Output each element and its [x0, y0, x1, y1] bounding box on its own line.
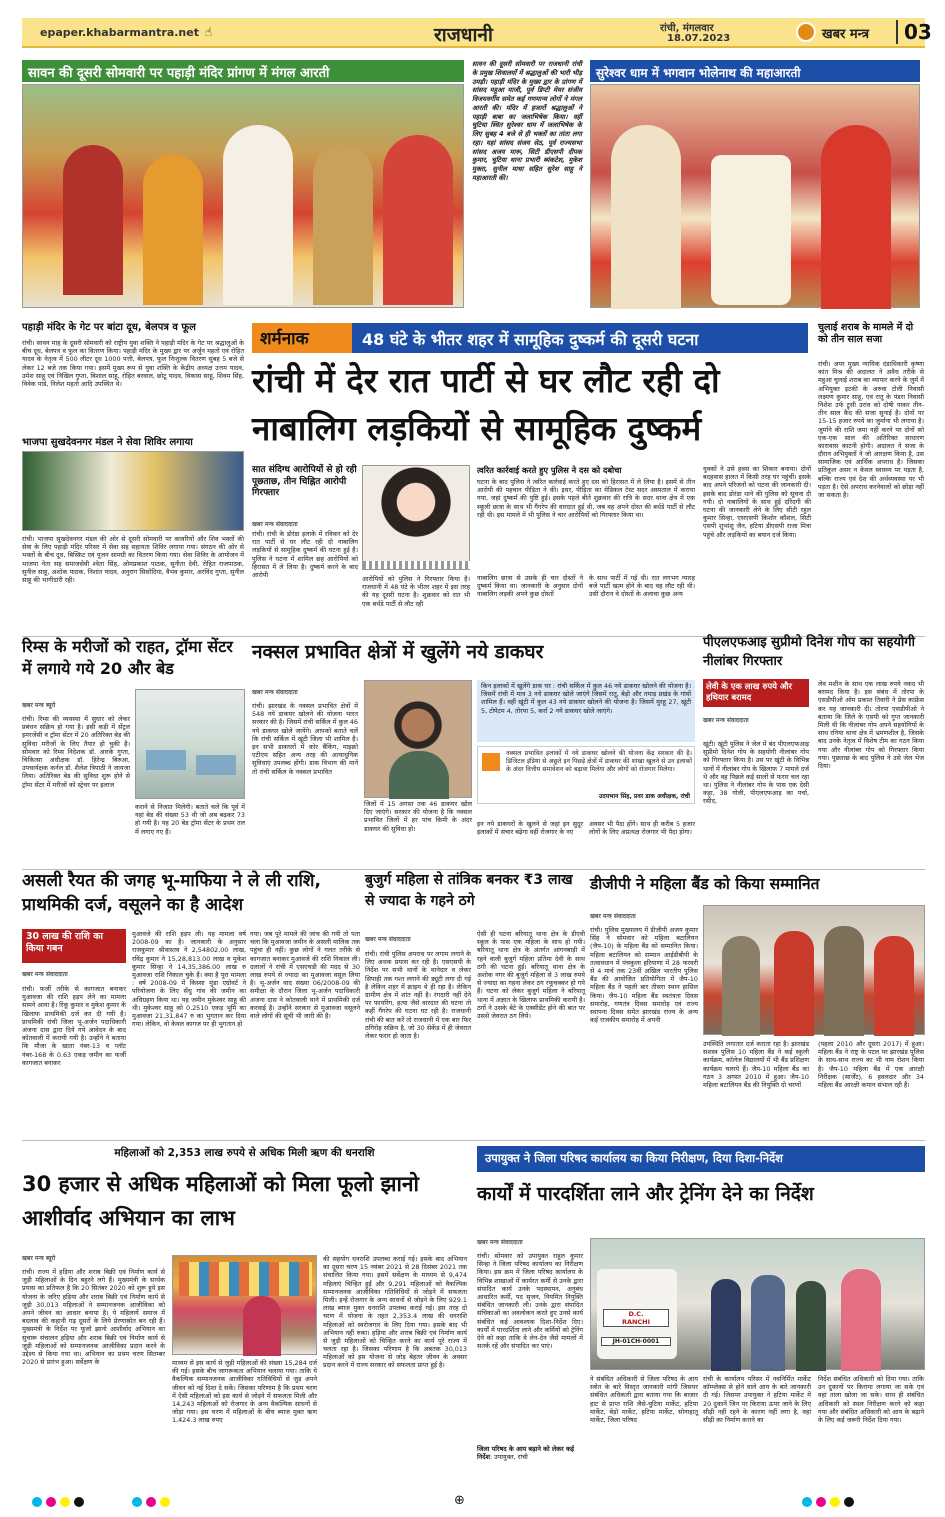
liquor-headline: चुलाई शराब के मामले में दो को तीन साल सजा [818, 322, 914, 345]
main-col-1: रांची। रांची के डोरंडा इलाके में रविवार को देर रात पार्टी से घर लौट रही दो नाबालिग लड़कियों से सामूहिक दुष्कर्म की घटना हुई है। पुलिस ने घटना में शामिल छह आरोपियों को हिरासत में ले लिया है। दुष्कर्म करने के बाद आरोपी [252, 530, 358, 579]
loan-byline: खबर मन्त्र ब्यूरो [22, 1255, 56, 1262]
main-band: 48 घंटे के भीतर शहर में सामूहिक दुष्कर्म की दूसरी घटना [352, 323, 808, 353]
date: 18.07.2023 [667, 33, 731, 44]
loan-headline: 30 हजार से अधिक महिलाओं को मिला फूलो झानो आशीर्वाद अभियान का लाभ [22, 1172, 419, 1230]
plfi-story-2: लेव मशीन के साथ एक लाख रुपये नकद भी बरामद किया है। इस संबंध में तोरपा के एसडीपीओ ओम प्रकाश तिवारी ने प्रेस कांफ्रेंस कर यह जानकारी दी। तोरपा एसडीपीओ ने बताया कि जिले के एसपी को गुप्त जानकारी मिली थी कि नीलांबर गोप अपने सहयोगियों के साथ रनिया थाना क्षेत्र में भ्रमणशील है, जिसके बाद उनके नेतृत्व में विशेष टीम का गठन किया गया और नीलांबर गोप को गिरफ्तार किया गया। पूछताछ के बाद पुलिस ने उसे जेल भेज दिया। [818, 680, 924, 770]
dgp-story-1: रांची। पुलिस मुख्यालय में डीजीपी अजय कुमार सिंह ने सोमवार को महिला बटालियन (जैप-10) के महिला बैंड को सम्मानित किया। महिला बटालियन को सम्मान आईडीबीपी के तत्वावधान में पंचकुला हरियाणा में 28 फरवरी से 4 मार्च तक 23वीं अखिल भारतीय पुलिस बैंड की आयोजित प्रतियोगिता में जैप-10 महिला बैंड ने पहली बार तीसरा स्थान हासिल किया। जैप-10 महिला बैंड स्वतंत्रता दिवस समारोह, गणतंत्र दिवस समारोह एवं राज्य स्थापना दिवस समेत झारखंड राज्य के अन्य कई राजकीय समारोह में अपनी [590, 926, 698, 1025]
loan-col-2: माध्यम से इस कार्य से जुड़ी महिलाओं की संख्या 15,284 दर्ज की गई। इसके बीच जागरूकता अभियान चलाया गया। ताकि ये वैकल्पिक सम्मानजनक आजीविका गतिविधियों से जुड़ अपने जीवन को नई दिशा दे सकें। जिसका परिणाम है कि प्रथम चरण में ऐसी महिलाओं को इस कार्य से जोड़ने में सफलता मिली और 14,243 महिलाओं को रोजगार के अन्य वैकल्पिक साधनों से जोड़ा गया। इस चरण में महिलाओं के बीच ब्याज मुक्त ऋण 1,424.3 लाख रुपए [172, 1359, 317, 1425]
dc-col-4: निर्देश संबंधित अधिकारी को दिया गया। ताकि उन दुकानों पर किराया लगाया जा सके एवं वहां ताला खोला जा सके। साथ ही संबंधित अधिकारी को स्थल निरीक्षण करने को कहा गया और संबंधित अधिकारी को आय के बढ़ाने के लिए कई जरूरी निर्देश दिया गया। [818, 1375, 924, 1424]
tantrik-col-2: ऐसी ही घटना बरियातू थाना क्षेत्र के डीएवी स्कूल के पास एक महिला के साथ हो गयी। बरियातू थाना क्षेत्र के अंतर्गत आंगनबाड़ी में रहने वाली बुजुर्ग महिला प्रतिमा देवी के साथ ठगी की घटना हुई। बरियातू थाना क्षेत्र के अशोक नगर की बुजुर्ग महिला से 3 लाख रुपये से ज्यादा का गहना लेकर ठग रफूचक्कर हो गये हैं। घटना को लेकर बुजुर्ग महिला ने बरियातू थाना में अज्ञात के खिलाफ प्राथमिकी करायी है। ठगों ने उसके बेटे के एक्सीडेंट होने की बात पर उससे जेवरात ठग लिये। [477, 930, 585, 1020]
land-col-2: मुआवजे की राशि हड़प ली। यह मामला वर्ष 2008-09 का है। जानकारी के अनुसार राजकुमार श्रीवास्तव ने 2,54802.00 लाख, रविंद्र कुमार ने 15,28,813.00 लाख व मुकेश कुमार सिन्हा ने 14,35,386.00 लाख रु मुआवजा राशि निकाल चुके हैं। क्या है पूरा मामला : वर्ष 2008-09 में किस्सा मुंडा एग्रोवर्ट ने परियोजना के लिए सेंधु गांव की जमीन का अधिग्रहण किया था। यह जमीन मुकेश्वर साहू की थी। मुकेश्वर साहू को 0.2510 एकड़ भूमि का मुआवजा 21,31,847 रु का भुगतान कर दिया गया। लेकिन, वो केवल कागज पर ही भुगतान हो [132, 930, 246, 1029]
land-col-1: रांची। फर्जी तरीके से कागजात बनाकर मुआवजा की राशि हड़प लेने का मामला सामने आया है। रिंकू कुमार व मुकेश कुमार के खिलाफ प्राथमिकी दर्ज कर दी गयी है। प्राथमिकी रांची जिला भू-अर्जन पदाधिकारी अंजना दास द्वारा दिये गये आवेदन के बाद कोतवाली में करायी गयी है। उन्होंने ने बताया कि मौजा के खाता नंबर-13 व प्लॉट नंबर-168 के 0.63 एकड़ जमीन का फर्जी कागजात बनाकर [22, 985, 127, 1067]
registration-marks [22, 1494, 925, 1508]
rims-byline: खबर मन्त्र ब्यूरो [22, 702, 56, 709]
tag-shameful: शर्मनाक [252, 323, 352, 353]
main-col-3: घटना के बाद पुलिस ने त्वरित कार्रवाई करते हुए दस को हिरासत में ले लिया है। इसमें से तीन आरोपी की पहचान पीड़िता ने की। इधर, पीड़िता का मेडिकल टेस्ट सदर अस्पताल में कराया गया, जहां दुष्कर्म की पुष्टि हुई। इसके पहले बीते शुक्रवार की रात्रि के सदर थाना क्षेत्र में एक स्कूली छात्रा के साथ भी गैंगरेप की वारदात हुई थी, जब वह अपने दोस्त की बर्थडे पार्टी से लौट रही थी। इस मामले में भी पुलिस ने चार आरोपियों को गिरफ्तार किया था। [477, 478, 695, 519]
main-bold-sub: त्वरित कार्रवाई करते हुए पुलिस ने दस को दबोचा [477, 465, 622, 475]
rims-story: रांची। रिम्स की व्यवस्था में सुधार को लेकर प्रबंधन सक्रिय हो गया है। इसी कड़ी में सेंट्रल इमरजेंसी व ट्रॉमा सेंटर में 20 अतिरिक्त बेड की सुविधा मरीजों के लिए तैयार हो चुकी है। सोमवार को रिम्स निदेशक डॉ. आरके गुप्ता, चिकित्सा अधीक्षक डॉ. हिरेन्द्र बिरुआ, उपचार्यक्षक कर्नल डॉ. शैलेश त्रिपाठी ने जायजा लिया। अतिरिक्त बेड की सुविधा शुरू होने से ट्रॉमा सेंटर में मरीजों को स्ट्रेचर पर इलाज [22, 715, 130, 789]
cursor-icon: ☝ [205, 25, 213, 39]
dc-col-2: ने संबंधित अधिकारी से जिला परिषद के आय स्त्रोत के बारे विस्तृत जानकारी मांगी जिसपर संबंधित अधिकारी द्वारा बताया गया कि बाजार हाट से प्राप्त राशि जैसे-चुटिया मार्केट, हटिया मार्केट, बेड़ो मार्केट, हटिया मार्केट, सोनाहातू मार्केट, जिला परिषद [590, 1375, 698, 1424]
main-col-5: युवकों ने उसे हवस का शिकार बनाया। दोनों बदहवास हालत में किसी तरह घर पहुंचीं। इसके बाद अपने परिजनों को घटना की जानकारी दी। इसके बाद डोरंडा थाने की पुलिस को सूचना दी गयी। दो नाबालिगों के साथ हुई दरिंदगी की घटना की जानकारी लेने के लिए सीटी रहुल कुमार सिन्हा, एसएसपी किशोर कौशल, सिटी एसपी शुभांशु जैन, हटिया डीएसपी राजा मित्रा पहुंचे और लड़कियों का बयान दर्ज किया। [703, 465, 811, 539]
dgp-byline: खबर मन्त्र संवाददाता [590, 913, 636, 920]
place-day: रांची, मंगलवार [660, 23, 714, 34]
rims-headline: रिम्स के मरीजों को राहत, ट्रॉमा सेंटर में लगाये गये 20 और बेड [22, 637, 233, 679]
crosshair-icon: ⊕ [454, 1493, 465, 1508]
dgp-story-2: उपस्थिति लगातार दर्ज कराता रहा है। झारखंड सशस्त्र पुलिस 10 महिला बैंड ने कई स्कूली कार्यक्रम, कॉलेज विद्यालयों में भी बैंड प्रशिक्षण कार्यक्रम चलाये हैं। जैप-10 महिला बैंड का गठन 3 अगस्त 2010 में हुआ। जैप-10 महिला बटालियन बैंड की नियुक्ति दो चरणों [703, 1040, 809, 1089]
tantrik-headline: बुजुर्ग महिला से तांत्रिक बनकर ₹3 लाख से ज्यादा के गहने ठगे [365, 872, 573, 909]
victim-illustration [362, 465, 470, 570]
aarti-banner: सावन की दूसरी सोमवारी पर पहाड़ी मंदिर प्रांगण में मंगल आरती [22, 60, 464, 82]
naxal-info-box: किन इलाकों में खुलेंगे डाक घर : रांची सर्किल में कुल 46 नये डाकघर खोलने की योजना है। जिसमें रांची में मात्र 3 नये डाकघर खोले जाएंगे जिसमें रातू, बेड़ो और तमाड़ प्रखंड के गांवों शामिल हैं। वहीं खूंटी में कुल 43 नये डाकघर खोलने की योजना है। जिसमें मुरहू 27, खूंटी 5, टोपेटम 4, तोरपा 5, कर्रा 2 नये डाकघर खोले जाएंगे। [477, 680, 695, 742]
brand-logo-icon [796, 22, 816, 42]
dc-col-1-sub: जिला परिषद के आय बढ़ाने को लेकर कई निर्देश: उपायुक्त, रांची [477, 1445, 575, 1462]
loan-kicker: महिलाओं को 2,353 लाख रुपये से अधिक मिली ऋण की धनराशि [114, 1147, 375, 1159]
naxal-story-3: इन नये डाकघरों के खुलने से जहां इन सुदूर इलाकों में संचार बढ़ेगा वहीं रोजगार के नए [477, 820, 583, 837]
aarti-photo-left [22, 84, 464, 308]
naxal-story-1: रांची। झारखंड के नक्सल प्रभावित क्षेत्रों में 548 नये डाकघर खोलने की योजना भारत सरकार की है। जिसमें रांची सर्किल में कुल 46 नये डाकघर खोले जायेंगे। आपको बताते चलें कि रांची सर्किल में खूंटी जिला भी शामिल है। इन सभी डाकघरों में कोर बैंकिंग, माइक्रो एटीएम सहित अन्य तरह की अत्याधुनिक सुविधाएं उपलब्ध होंगी। डाक विभाग की मानें तो रांची सर्किल के नक्सल प्रभावित [252, 702, 358, 776]
dc-van-photo [590, 1238, 925, 1370]
plfi-badge: लेवी के एक लाख रुपये और हथियार बरामद [703, 679, 809, 707]
rims-photo [135, 689, 245, 799]
postmaster-photo [364, 680, 472, 798]
seva-shivir-photo [22, 451, 244, 531]
masthead [22, 18, 932, 48]
main-byline: खबर मन्त्र संवाददाता [252, 521, 298, 528]
plfi-headline: पीएलएफआइ सुप्रीमो दिनेश गोप का सहयोगी नीलांबर गिरफ्तार [703, 635, 915, 669]
tantrik-col-1: रांची। रांची पुलिस अपराध पर लगाम लगाने के लिए अथक प्रयास कर रही है। एसएसपी के निर्देश पर सभी थानों के थानेदार व लेकर सिपाही तक गश्त लगाने की ड्यूटी लगा दी गई है लेकिन शहर में क्राइम थे ही रहा है। लेकिन ग्रामीण क्षेत्र में शांत नहीं है। रंगदारी नहीं देने पर फायरिंग, हत्या जैसे वारदात की घटना तो कहीं गैंगरेप की घटना घट रही है। राजधानी रांची की बात करें तो राजधानी में एक बार फिर ठगिरोह सक्रिय है, जो 30 सेकेंड में ही जेवरात लेकर फरार हो जाता है। [365, 950, 471, 1040]
plfi-story-1: खूंटी। खूंटी पुलिस ने जेल में बंद पीएलएफआइ सुप्रीमो दिनेश गोप के सहयोगी नीलांबर गोप को गिरफ्तार किया है। उस पर खूंटी के विभिन्न थानों में नीलांबर गोप के खिलाफ 7 मामले दर्ज थे और वह पिछले कई सालों से फरार चल रहा था। पुलिस ने नीलांबर गोप के पास एक देसी कट्टा, 38 गोली, पीएलएफआइ का पर्चा, रसीद, [703, 740, 809, 806]
liquor-story: रांची। अपर मुख्य न्यायिक दंडाधिकारी कृष्णा कांत मिश्र की अदालत ने अवैध तरीके से महुआ चुलाई शराब का व्यापार करने के जुर्म में अभियुक्त इटकी के अरुवा टोली निवासी लक्ष्मण कुमार साहू, एवं रातू के पंडरा निवासी निशेश उर्फ ट्रुसी उरांव को दोषी पाकर तीन-तीन साल कैद की सजा सुनाई है। दोनों पर 15-15 हजार रुपये का जुर्माना भी लगाया है। जुर्माने की राशि जमा नहीं करने पर दोनों को एक-एक साल की अतिरिक्त साधारण कारावास काटनी होगी। अदालत ने सजा के दौरान अभियुक्तों ने जो आरक्षण किया है, उस सामाजिक एवं आर्थिक अपराध है। जिसका प्रतिकूल असर न केवल स्वास्थ्य पर पड़ता है, बल्कि राज्य एवं देश की अर्थव्यवस्था पर भी पड़ता है। ऐसे अपराध करनेवालों को छोड़ा नहीं जा सकता है। [818, 360, 924, 499]
tantrik-byline: खबर मन्त्र संवाददाता [365, 936, 411, 943]
main-headline: रांची में देर रात पार्टी से घर लौट रही दो नाबालिग लड़कियों से सामूहिक दुष्कर्म [252, 361, 720, 449]
naxal-story-4: अवसर भी पैदा होंगे। साथ ही करीब 5 हजार लोगों के लिए अप्रत्यक्ष रोजगार भी पैदा होगा। [589, 820, 695, 837]
left-story-1: रांची। सावन माह के दूसरी सोमवारी को राष्ट्रीय युवा शक्ति ने पहाड़ी मंदिर के गेट पर श्रद्धालुओं के बीच दूध, बेलपत्र व फूल का वितरण किया। पहाड़ी मंदिर के मुख्य द्वार पर अर्जुन महतो एवं रोहित यादव के नेतृत्व में 500 लीटर दूध 1000 पत्ती, बेलपत्र, फूल निःशुल्क वितरण सुबह 5 बजे से लेकर 12 बजे तक किया गया। इसमें मुख्य रूप से युवा शक्ति के केंद्रीय अध्यक्ष उत्तम यादव, उमेश साहू एवं निखिल गुप्ता, बिशाल साहू, रोहित बरवाल, छोटू यादव, विकास साहू, शिवम सिंह, विवेक पांडे, निलेश महतो आदि उपस्थित थे। [22, 339, 244, 388]
sureshwar-banner: सुरेश्वर धाम में भगवान भोलेनाथ की महाआरती [590, 60, 920, 82]
main-subheadline: सात संदिग्ध आरोपियों से हो रही पूछताछ, तीन चिह्नित आरोपी गिरफ्तार [252, 465, 357, 499]
dc-col-1: रांची। सोमवार को उपायुक्त राहुल कुमार सिन्हा ने जिला परिषद कार्यालय का निरीक्षण किया। इस क्रम में जिला परिषद कार्यालय के विभिन्न शाखाओं में कार्यरत कर्मी से उनके द्वारा संपादित कार्य उनके पदस्थापन, अनुबंध आधारित कर्मी, पद सृजन, नियमित नियुक्ति संबंधित जानकारी ली। उनके द्वारा संपादित संचिकाओं का अवलोकन करते हुए उनसे कार्य संबंधित कई आवश्यक दिशा-निर्देश दिए। कार्यों में पारदर्शिता लाने और कर्मियों को ट्रेनिंग देने को कहा ताकि वे लेन-देन जैसे मामलों में सतर्क रहें और संपादित कर पाएं। [477, 1252, 583, 1351]
page-number: 03 [896, 20, 932, 44]
left-headline-2: भाजपा सुखदेवनगर मंडल ने सेवा शिविर लगाया [22, 437, 193, 448]
quote-icon [482, 753, 500, 771]
loan-col-3: की सहयोग धनराशि उपलब्ध कराई गई। इसके बाद अभियान का दूसरा चरण 15 नवंबर 2021 से 28 दिसंबर 2021 तक संचालित किया गया। इसमें सर्वेक्षण के माध्यम से 9,474 महिलाएं चिन्हित हुईं और 9,291 महिलाओं को वैकल्पिक सम्मानजनक आजीविका गतिविधियों से जोड़ने में सफलता मिली। इन्हें रोजगार के अन्य साधनों से जोड़ने के लिए 929.1 लाख ब्याज मुक्त धनराशि उपलब्ध कराई गई। इस तरह दो चरण में योजना के तहत 2,353.4 लाख की धनराशि महिलाओं को स्वरोजगार के लिए दिया गया। इसके बाद भी अभियान नहीं रुका। हड़िया और शराब बिक्री एवं निर्माण कार्य से जुड़ी महिलाओं को चिन्हित करने का कार्य पूरे राज्य में चलता रहा है। जिसका परिणाम है कि अबतक 30,013 महिलाओं को इस योजना से जोड़ बेहतर जीवन के अवसर प्रदान करने में राज्य सरकार को सफलता प्राप्त हुई है। [323, 1255, 467, 1370]
naxal-headline: नक्सल प्रभावित क्षेत्रों में खुलेंगे नये डाकघर [252, 641, 544, 663]
brand-name: खबर मन्त्र [822, 27, 870, 42]
land-headline: असली रैयत की जगह भू-माफिया ने ले ली राशि, प्राथमिकी दर्ज, वसूलने का है आदेश [22, 871, 321, 915]
dc-byline: खबर मन्त्र संवाददाता [477, 1239, 523, 1246]
site-url[interactable]: epaper.khabarmantra.net [40, 26, 199, 39]
left-headline-1: पहाड़ी मंदिर के गेट पर बांटा दूध, बेलपत्र व फूल [22, 322, 196, 333]
dgp-photo [703, 905, 925, 1035]
dgp-story-3: (पहला 2010 और दूसरा 2017) में हुआ। महिला बैंड ने राष्ट्र के पटल पर झारखंड पुलिस के साथ-साथ राज्य का भी नाम रोशन किया है। जैप-10 महिला बैंड में एक आरक्षी निरीक्षक (सार्जेंट), 6 हवलदार और 34 महिला बैंड आरक्षी कमान संभाल रही हैं। [818, 1040, 924, 1089]
divider [22, 1140, 925, 1141]
van-plate: D.C. RANCHI [603, 1309, 669, 1327]
naxal-byline: खबर मन्त्र संवाददाता [252, 689, 298, 696]
dc-headline: कार्यों में पारदर्शिता लाने और ट्रेनिंग देने का निर्देश [477, 1183, 814, 1205]
rims-story-2: कराने से निजात मिलेगी। बताते चलें कि पूर्व में यहां बेड की संख्या 53 थी जो अब बढ़कर 73 हो गयी है। यह 20 बेड ट्रॉमा सेंटर के प्रथम तल में लगाए गए हैं। [135, 803, 245, 836]
plate-number: JH-01CH-0001 [601, 1337, 671, 1346]
main-col-3b: नाबालिग छात्रा से उसके ही चार दोस्तों ने दुष्कर्म किया था। जानकारी के अनुसार दोनों नाबालिग लड़की अपने कुछ दोस्तों [477, 574, 583, 599]
aarti-story: सावन की दूसरी सोमवारी पर राजधानी रांची के प्रमुख शिवालयों में श्रद्धालुओं की भारी भीड़ उमड़ी। पहाड़ी मंदिर के मुख्य द्वार के प्रांगण में सांसद महुआ माजी, पूर्व डिप्टी मेयर संजीव विजयवर्गीय समेत कई गणमान्य लोगों ने मंगल आरती की। मंदिर में हजारों श्रद्धालुओं ने पहाड़ी बाबा का जलाभिषेक किया। वहीं चुटिया स्थित सुरेश्वर धाम में जलाभिषेक के लिए सुबह 4 बजे से ही भक्तों का तांता लगा रहा। यहां सांसद संजय सेठ, पूर्व राज्यसभा सांसद अजय मारू, सिटी डीएसपी दीपक कुमार, चुटिया थाना प्रभारी ब्यंकटेश, मुकेश मुक्ता, सुनील माथा सहित सुरेश साहू ने महाआरती की। [472, 60, 582, 182]
land-byline: खबर मन्त्र संवाददाता [22, 971, 68, 978]
shop-photo [172, 1255, 317, 1355]
land-col-3: गया। जब पूरे मामले की जांच की गयी तो पता चला कि मुआवजा जमीन के असली मालिक तक पहुंचा ही नहीं। कुछ लोगों ने गलत तरीके से कागजात बनाकर मुआवजे की राशि निकाल ली। दलालों ने रांची में एसएचडी की मदद से 30 लाख रुपये से ज्यादा का मुआवजा वसूल लिया है। भू-अर्जन वाद संख्या 06/2008-09 की समीक्षा के दौरान जिला भू-अर्जन पदाधिकारी अंजना दास ने कोतवाली थाने में प्राथमिकी दर्ज करवाई है। उन्होंने सरकार से मुआवजा वसूलने वाले लोगों की सूची भी जारी की है। [250, 930, 360, 1020]
dc-kicker-band: उपायुक्त ने जिला परिषद कार्यालय का किया निरीक्षण, दिया दिशा-निर्देश [477, 1146, 925, 1172]
land-badge: 30 लाख की राशि का किया गबन [22, 929, 126, 963]
left-story-2: रांची। भाजपा सुखदेवनगर मंडल की ओर से दूसरी सोमवारी पर कावरियों और शिव भक्तों की सेवा के लिए पहाड़ी मंदिर परिसर में सेवा सह सहायता शिविर लगाया गया। संगठन की ओर से भक्तों के बीच दूध, बिस्किट एवं पूजन सामग्री का वितरण किया गया। सेवा शिविर के आयोजन में भाजपा नेता सह समाजसेवी श्वेता सिंह, ओमप्रकाश पाठक, सुनीता देवी, रोहित राजपाठक, सुनील साहू, अशोक पाठक, निशांत यादव, अनुराग सिसोदिया, वैभव कुमार, अरविंद गुप्ता, सुनील साहू की भागीदारी रही। [22, 535, 244, 584]
dgp-headline: डीजीपी ने महिला बैंड को किया सम्मानित [590, 875, 820, 893]
plfi-byline: खबर मन्त्र संवाददाता [703, 717, 749, 724]
quote-box: नक्सल प्रभावित इलाकों में नये डाकघर खोलने की योजना केंद्र सरकार की है। डिजिटल इंडिया से अछूते इन पिछड़े क्षेत्रों में डाकघर की शाखा खुलने से उन इलाकों के अंदर वित्तीय समावेशन को बढ़ावा मिलेगा और लोगों को रोजगार मिलेगा। उदयभान सिंह, प्रवर डाक अधीक्षक, रांची [477, 746, 695, 804]
section-title: राजधानी [434, 24, 493, 46]
main-col-2: आरोपियों को पुलिस ने गिरफ्तार किया है। राजधानी में 48 घंटे के भीतर शहर में इस तरह की यह दूसरी घटना है। शुक्रवार को रात भी एक बर्थडे पार्टी से लौट रही [362, 575, 470, 608]
dc-col-3: रांची के कार्यालय परिसर में नवनिर्मित मार्केट कॉम्प्लेक्स से होने वाले आय के बारे जानकारी दी गई। जिसपर उपायुक्त ने हटिया मार्केट में 20 दुकानें जिन पर किराया ऊपर जाने के लिए सीढ़ी नहीं रहने के कारण नहीं लगा है, वहां सीढ़ी का निर्माण कराने का [703, 1375, 811, 1424]
naxal-story-2: जिलों में 15 अगस्त तक 46 डाकघर खोल दिए जाएंगे। सरकार की योजना है कि नक्सल प्रभावित जिलों में हर पांच किमी के अंदर डाकघर की सुविधा हो। [364, 800, 472, 833]
loan-col-1: रांची। राज्य में हड़िया और शराब बिक्री एवं निर्माण कार्य से जुड़ी महिलाओं के दिन बहुरने लगे हैं। मुख्यमंत्री के सार्थक प्रयास का प्रतिफल है कि 20 सितंबर 2020 को शुरू हुये इस योजना के जरिए हड़िया और शराब बिक्री एवं निर्माण कार्य से जुड़ी 30,013 महिलाओं ने सम्मानजनक आजीविका को अपने जीवन का आधार बनाया है। ये महिलायें समाज में बदलाव की कहानी गढ़ दूसरों के लिये प्रेरणास्रोत बन रही हैं। मुख्यमंत्री के निर्देश पर फूलो झानो आशीर्वाद अभियान का सुचारू संचालन हड़िया और शराब बिक्री एवं निर्माण कार्य से जुड़ी महिलाओं को सम्मानजनक आजीविका प्रदान करने के उद्देश्य से किया गया था। अभियान का प्रथम चरण सितम्बर 2020 से प्रारंभ हुआ। सर्वेक्षण के [22, 1268, 165, 1367]
sureshwar-photo [590, 84, 920, 308]
main-col-4b: के साथ पार्टी में गई थी। रात लगभग ग्यारह बजे पार्टी खत्म होने के बाद वह लौट रही थी। उसी दौरान वे दोस्तों के अलावा कुछ अन्य [589, 574, 695, 599]
